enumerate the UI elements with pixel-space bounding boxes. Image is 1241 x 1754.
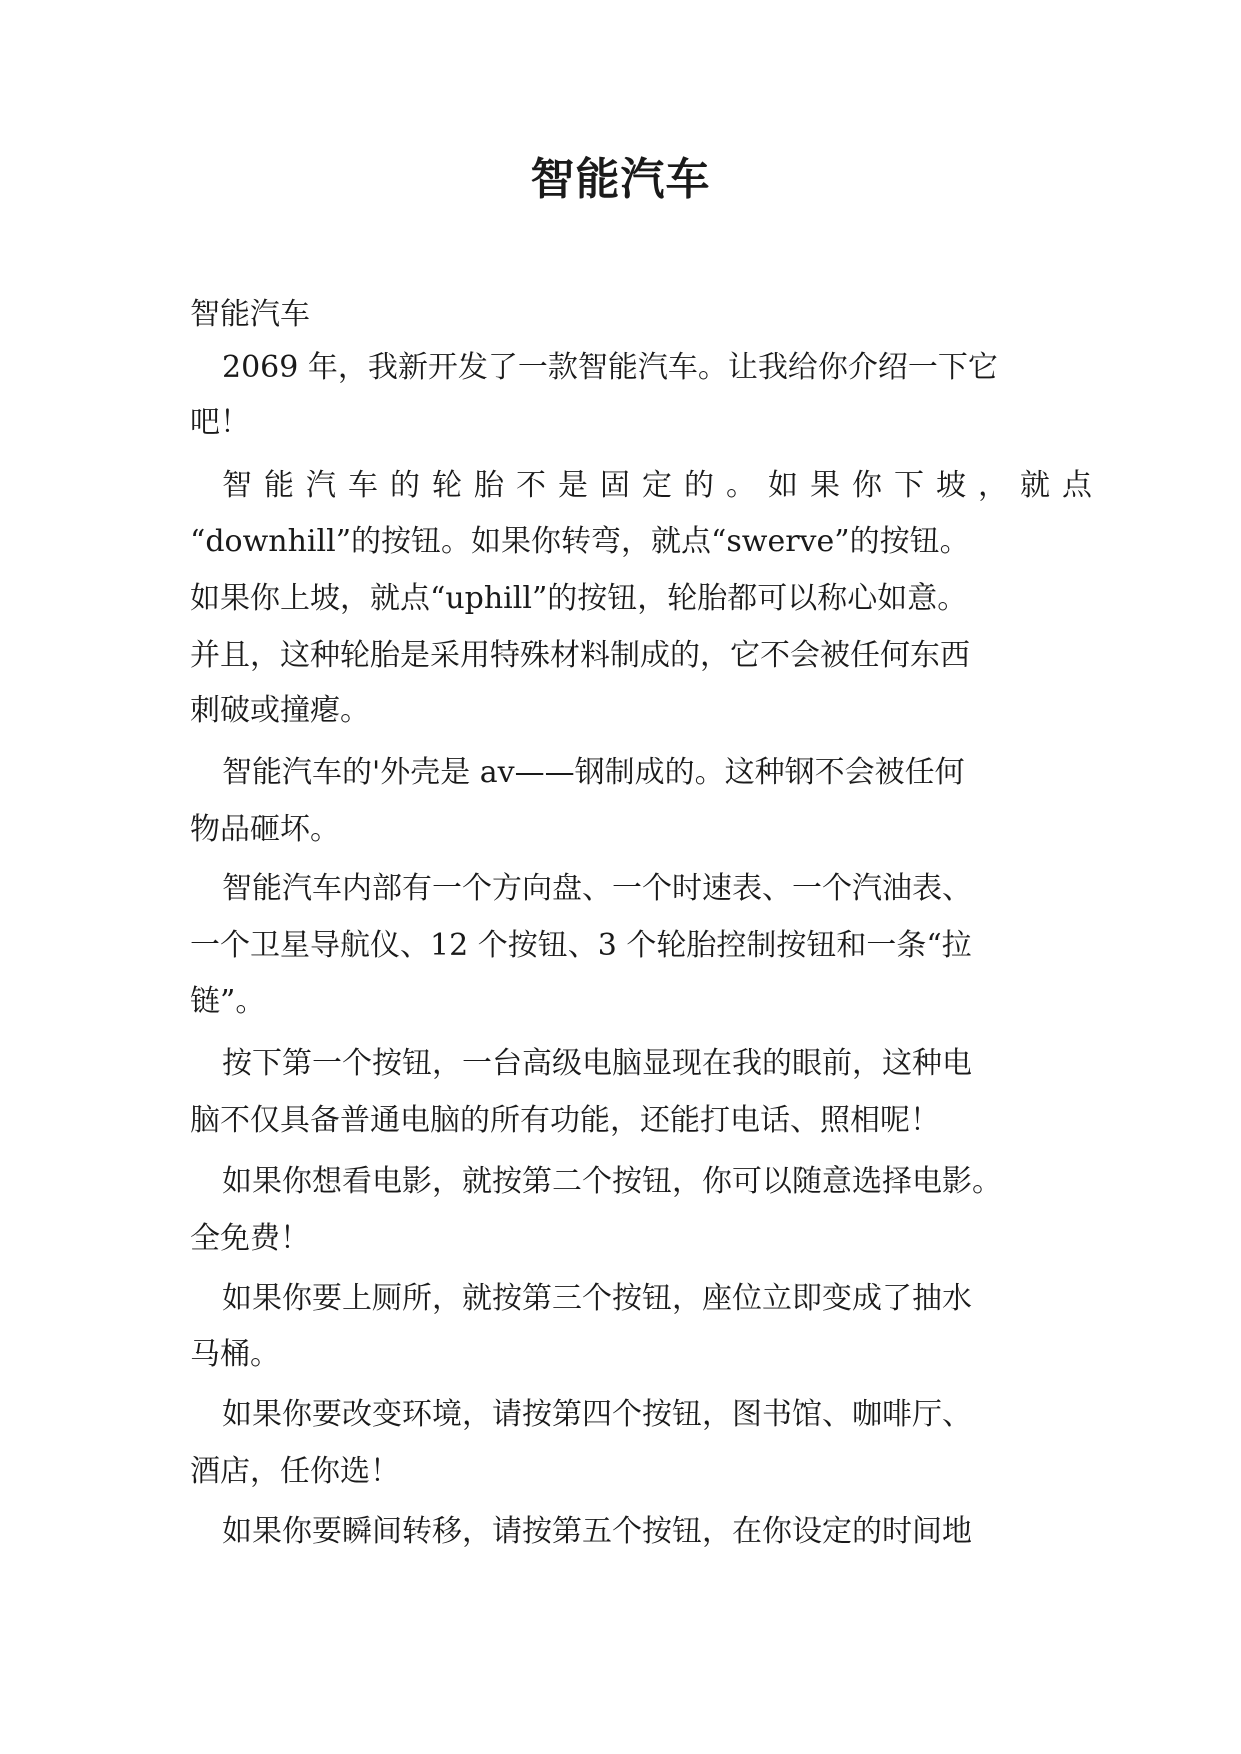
document-title: 智能汽车 xyxy=(530,154,711,205)
subtitle-line: 智能汽车 xyxy=(190,297,310,332)
body-line: 吧！ xyxy=(190,405,250,440)
body-line: 并且，这种轮胎是采用特殊材料制成的，它不会被任何东西 xyxy=(190,638,970,673)
body-line: 链”。 xyxy=(190,984,266,1019)
body-line: 如果你要瞬间转移，请按第五个按钮，在你设定的时间地 xyxy=(222,1514,972,1549)
body-line: 按下第一个按钮，一台高级电脑显现在我的眼前，这种电 xyxy=(222,1046,972,1081)
body-line: 酒店，任你选！ xyxy=(190,1454,400,1489)
body-line: 脑不仅具备普通电脑的所有功能，还能打电话、照相呢！ xyxy=(190,1103,940,1138)
body-line: 物品砸坏。 xyxy=(190,812,340,847)
body-line: 2069 年，我新开发了一款智能汽车。让我给你介绍一下它 xyxy=(222,350,998,385)
body-line: 如果你要上厕所，就按第三个按钮，座位立即变成了抽水 xyxy=(222,1281,972,1316)
body-line: 智能汽车内部有一个方向盘、一个时速表、一个汽油表、 xyxy=(222,871,972,906)
body-line: 马桶。 xyxy=(190,1337,280,1372)
body-line: 智能汽车的轮胎不是固定的。如果你下坡，就点 xyxy=(222,468,1104,503)
body-line: 如果你要改变环境，请按第四个按钮，图书馆、咖啡厅、 xyxy=(222,1397,972,1432)
body-line: 如果你上坡，就点“uphill”的按钮，轮胎都可以称心如意。 xyxy=(190,581,968,616)
body-line: 如果你想看电影，就按第二个按钮，你可以随意选择电影。 xyxy=(222,1164,1002,1199)
body-line: “downhill”的按钮。如果你转弯，就点“swerve”的按钮。 xyxy=(190,524,970,559)
body-line: 刺破或撞瘪。 xyxy=(190,693,370,728)
body-line: 一个卫星导航仪、12 个按钮、3 个轮胎控制按钮和一条“拉 xyxy=(190,928,972,963)
body-line: 全免费！ xyxy=(190,1221,310,1256)
body-line: 智能汽车的'外壳是 av——钢制成的。这种钢不会被任何 xyxy=(222,755,965,790)
